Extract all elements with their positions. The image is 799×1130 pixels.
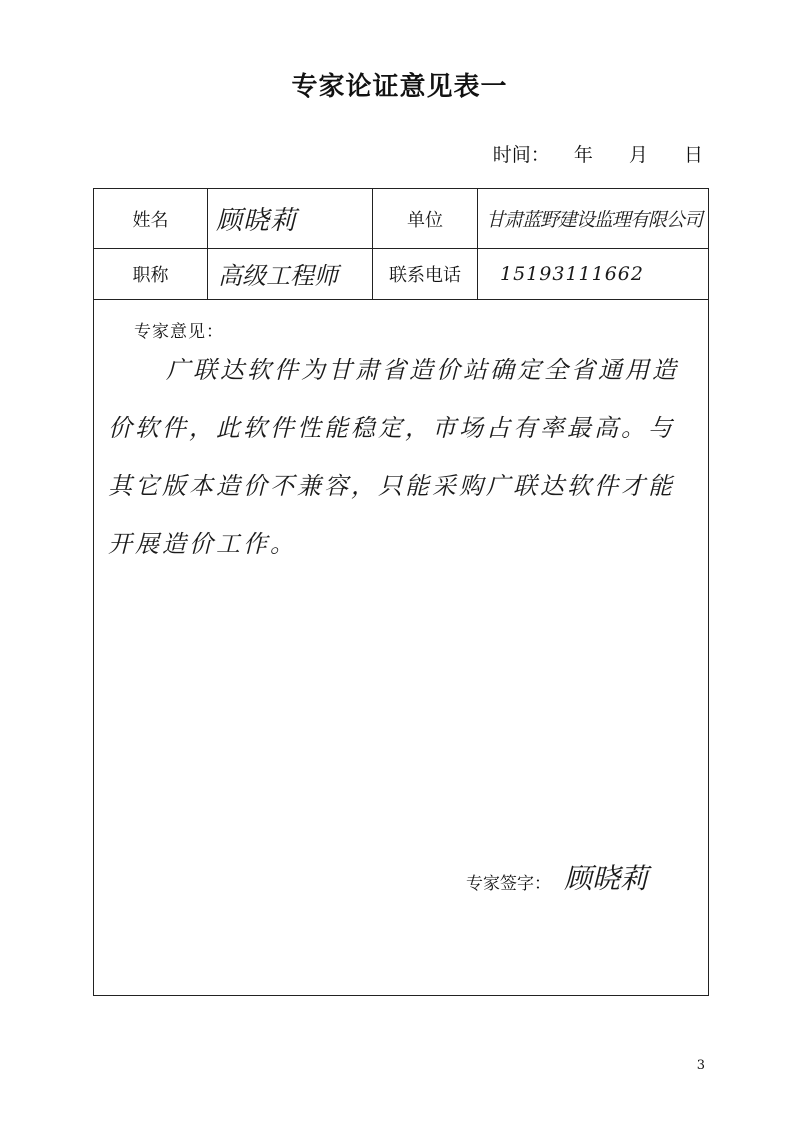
phone-handwritten: 15193111662	[500, 262, 644, 285]
title-label: 职称	[94, 248, 208, 299]
phone-value-cell	[478, 248, 707, 299]
page-title: 专家论证意见表一	[291, 72, 508, 102]
form-row-title-phone	[94, 248, 708, 300]
title-handwritten: 高级工程师	[218, 262, 338, 290]
unit-handwritten: 甘肃蓝野建设监理有限公司	[486, 209, 703, 231]
date-line	[489, 140, 703, 167]
name-value-cell	[208, 189, 373, 248]
phone-label: 联系电话	[373, 248, 478, 299]
date-day: 日	[683, 144, 703, 166]
signature-label: 专家签字：	[466, 874, 551, 894]
form-row-name-unit	[94, 189, 708, 249]
unit-label: 单位	[373, 189, 478, 248]
name-handwritten: 顾晓莉	[216, 206, 298, 236]
name-label: 姓名	[94, 189, 208, 248]
date-month: 月	[628, 144, 648, 166]
signature-handwritten: 顾晓莉	[564, 862, 649, 895]
opinion-label: 专家意见：	[134, 322, 224, 342]
date-label: 时间：	[492, 144, 550, 166]
page-number: 3	[696, 1058, 705, 1073]
date-year: 年	[573, 144, 593, 166]
title-value-cell	[208, 248, 373, 299]
expert-opinion-form	[93, 188, 709, 996]
opinion-handwritten-text: 广联达软件为甘肃省造价站确定全省通用造价软件，此软件性能稳定，市场占有率最高。与其它版本造价不兼容，只能采购广联达软件才能开展造价工作。	[108, 356, 679, 558]
unit-value-cell	[478, 189, 707, 248]
